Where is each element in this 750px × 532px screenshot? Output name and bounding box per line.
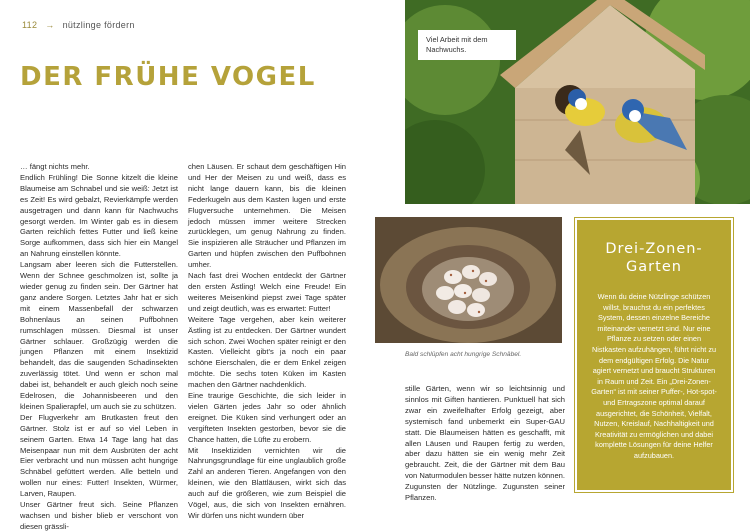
- section-name: nützlinge fördern: [62, 20, 135, 30]
- text-column-3: [405, 384, 565, 504]
- paragraph: stille Gärten, wenn wir so leichtsinnig und sinnlos mit Giften hantieren. Punktuell hat sich zwar ein zweifelhafter Erfolg gezeigt, aber systemisch fand unbemerkt ein Super-GAU statt. Die Blaumeisen hätten es geschafft, mit allen Läusen und Raupen fertig zu werden, aber dazu hätten sie ein wenig mehr Zeit gebraucht. Zeit, die der Gärtner mit dem Bau von Naturmodulen besser hätte nutzen können. Zugunsten der Nützlinge. Zugunsten seiner Pflanzen.: [405, 384, 565, 503]
- nest-illustration: [375, 217, 562, 343]
- paragraph: chen Läusen. Er schaut dem geschäftigen Hin und Her der Meisen zu und weiß, dass es nicht lange dauern kann, bis die kleinen Federkugeln aus dem Kasten lugen und erste Flugversuche unternehmen. Die Meisen jedoch müssen immer weitere Strecken zurücklegen, um genug Nahrung zu finden. Sie inspizieren alle Sträucher und Pflanzen im Garten und hüpfen zwischen den Puffbohnen umher.: [188, 162, 346, 270]
- nest-caption: Bald schlüpfen acht hungrige Schnäbel.: [405, 351, 522, 358]
- info-box-title-line1: Drei-Zonen-: [605, 241, 703, 257]
- info-box-title: [577, 240, 731, 276]
- info-box-text: Wenn du deine Nützlinge schützen willst, brauchst du ein perfektes System, dessen einzelne Bereiche miteinander vernetzt sind. Nur eine Pflanze zu setzen oder einen Nistkasten aufzuhängen, führt nicht zu dem endgültigen Erfolg. Die Natur agiert vernetzt und braucht Strukturen in Raum und Zeit. Ein „Drei-Zonen-Garten“ ist mit seiner Puffer-, Hot-spot- und Ertragszone optimal darauf ausgerichtet, die Schönheit, Vielfalt, Nutzen, Kreislauf, Nachhaltigkeit und Kreativität zu ermöglichen und dabei komplette Lösungen für deine Helfer aufzubauen.: [591, 292, 717, 460]
- running-header: [22, 20, 135, 30]
- paragraph: Unser Gärtner freut sich. Seine Pflanzen wachsen und bisher blieb er verschont von diesen grässli-: [20, 500, 178, 531]
- arrow-icon: →: [45, 20, 55, 30]
- paragraph: Nach fast drei Wochen entdeckt der Gärtner den ersten Ästling! Welch eine Freude! Ein weiteres Meisenkind piepst zwei Tage später und zeigt deutlich, was es erwartet: Futter!: [188, 271, 346, 313]
- paragraph: Langsam aber leeren sich die Futterstellen. Wenn der Schnee geschmolzen ist, sollte ja wieder genug zu finden sein. Der Gärtner hat ganz andere Sorgen. Letztes Jahr hat er sich mit einem Massenbefall der schwarzen Bohnenlaus an seinen Puffbohnen rumschlagen müssen. Diesmal ist unser Gärtner schlauer. Großzügig werden die jungen Pflanzen mit einem Insektizid behandelt, das die saugenden Schadinsekten zuverlässig tötet. Und wenn er schon mal dabei ist, behandelt er auch gleich noch seine Edelrosen, die Johannisbeeren und den kleinen Spalierapfel, um auch sie zu schützen.: [20, 260, 178, 411]
- info-box-title-line2: Garten: [626, 259, 682, 275]
- paragraph: Weitere Tage vergehen, aber kein weiterer Ästling ist zu entdecken. Der Gärtner wundert sich schon. Zwei Wochen später reinigt er den Kasten. Vielleicht gibt's ja noch ein paar schöne Eierschalen, die er dem Enkel zeigen möchte. Die sechs toten Küken im Kasten machen den Gärtner nachdenklich.: [188, 314, 346, 390]
- info-box: [575, 218, 733, 492]
- text-column-1: [20, 162, 178, 532]
- paragraph: Eine traurige Geschichte, die sich leider in vielen Gärten jedes Jahr so oder ähnlich ereignet. Die Küken sind verhungert oder an vergifteten Insekten gestorben, bevor sie die Chance hatten, die Lüfte zu erobern.: [188, 391, 346, 444]
- chapter-title: DER FRÜHE VOGEL: [20, 62, 316, 92]
- paragraph: Mit Insektiziden vernichten wir die Nahrungsgrundlage für eine unglaublich große Zahl an anderen Tieren. Angefangen von den kleinen, wie den Blattläusen, wirkt sich das auch auf die größeren, wie zum Beispiel die Vögel, aus, die sich von Insekten ernähren. Wir dürfen uns nicht wundern über: [188, 445, 346, 520]
- photo-caption-box: Viel Arbeit mit dem Nachwuchs.: [418, 30, 516, 60]
- paragraph: Endlich Frühling! Die Sonne kitzelt die kleine Blaumeise am Schnabel und sie weiß: Jetzt ist es Zeit! Es wird gebalzt, Revierkämpfe werden ausgetragen und dann kann für Nachwuchs gesorgt werden. Im Winter gab es in diesem Garten reichlich fettes Futter und ließ keine Sorge aufkommen, dass sich hier ein Mangel an Nahrung einstellen könnte.: [20, 172, 178, 259]
- page-number: 112: [22, 20, 38, 30]
- paragraph: Der Flugverkehr am Brutkasten freut den Gärtner. Stolz ist er auf so viel Leben in seinem Garten. Etwa 14 Tage lang hat das Meisenpaar nun mit dem Ausbrüten der acht Eier verbracht und nun müssen acht hungrige Schnäbel gefüttert werden. Alle betteln und wollen nur eines: Futter! Insekten, Würmer, Larven, Raupen.: [20, 412, 178, 499]
- nest-eggs-photo: [375, 217, 562, 343]
- text-column-2: [188, 162, 346, 522]
- paragraph: … fängt nichts mehr.: [20, 162, 90, 171]
